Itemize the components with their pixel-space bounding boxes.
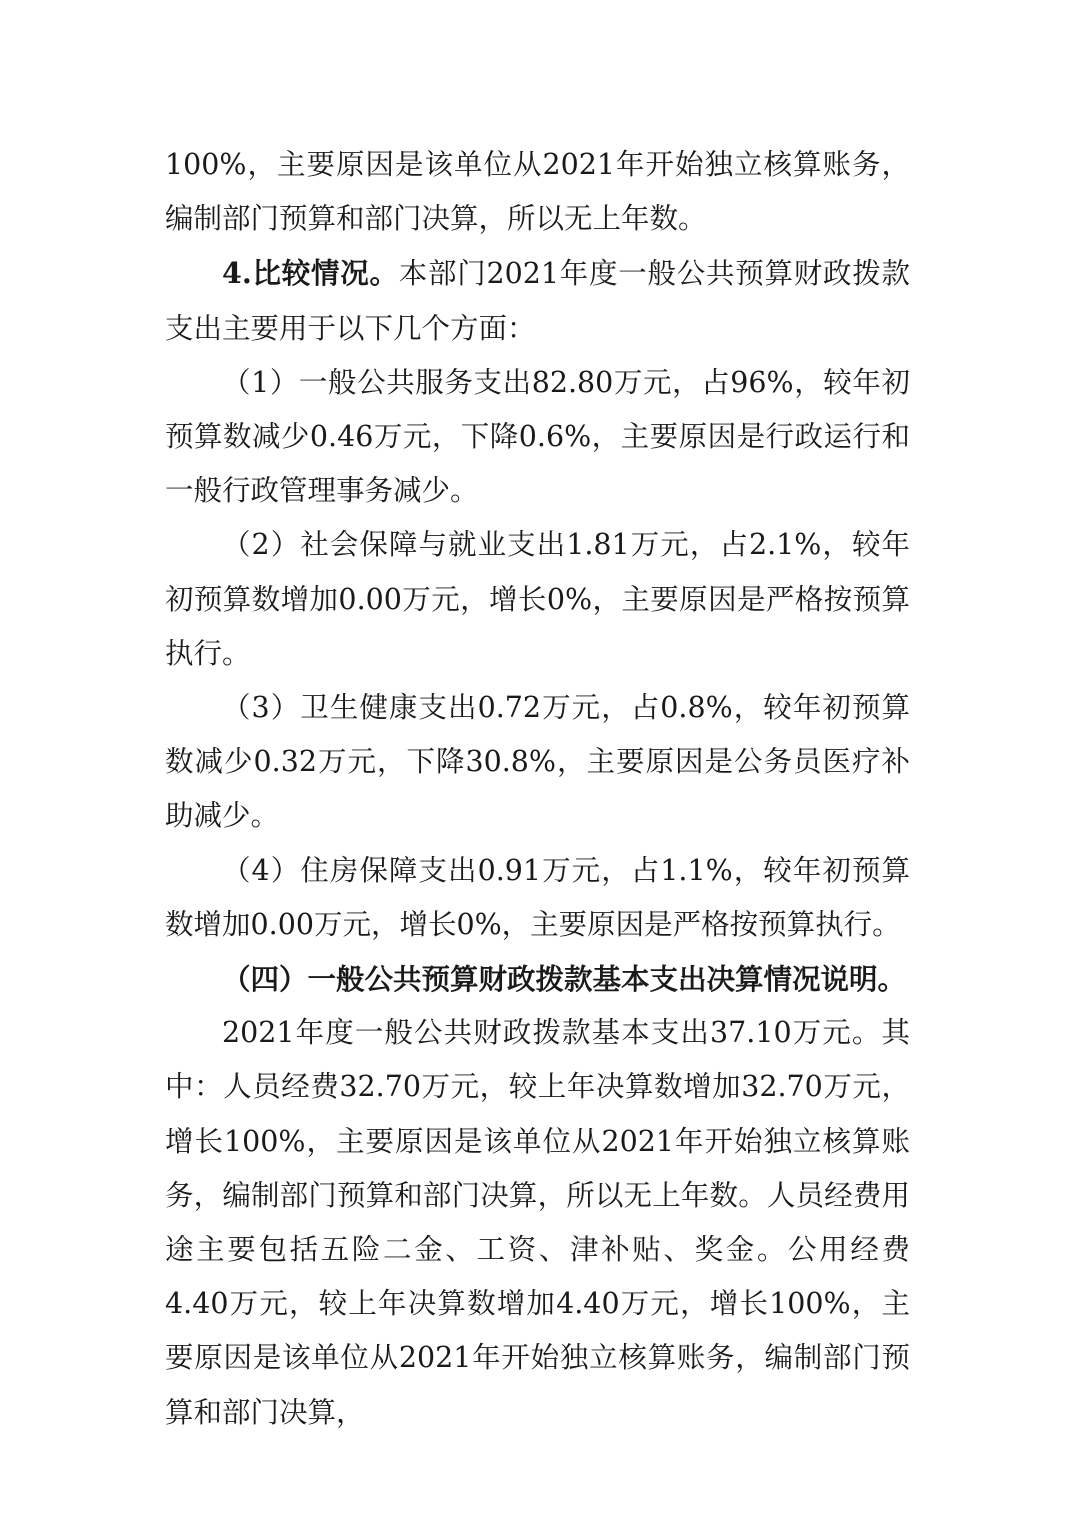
section-heading: （四）一般公共预算财政拨款基本支出决算情况说明。 (222, 962, 907, 997)
paragraph-item-2: （2）社会保障与就业支出1.81万元，占2.1%，较年初预算数增加0.00万元，增长0%，主要原因是严格按预算执行。 (165, 528, 910, 670)
body-text (165, 138, 910, 1440)
paragraph-lead-rest: 本部门2021年度一般公共预算财政拨款支出主要用于以下几个方面： (165, 257, 910, 345)
paragraph-item-1: （1）一般公共服务支出82.80万元，占96%，较年初预算数减少0.46万元，下降0.6%，主要原因是行政运行和一般行政管理事务减少。 (165, 365, 910, 508)
paragraph-comparison (165, 246, 910, 355)
paragraph-item-3: （3）卫生健康支出0.72万元，占0.8%，较年初预算数减少0.32万元，下降30.8%，主要原因是公务员医疗补助减少。 (165, 691, 910, 833)
paragraph-continuation: 100%，主要原因是该单位从2021年开始独立核算账务，编制部门预算和部门决算，所以无上年数。 (165, 148, 910, 236)
paragraph-item-4: （4）住房保障支出0.91万元，占1.1%，较年初预算数增加0.00万元，增长0%，主要原因是严格按预算执行。 (165, 853, 910, 941)
paragraph-basic-expenditure: 2021年度一般公共财政拨款基本支出37.10万元。其中：人员经费32.70万元，较上年决算数增加32.70万元，增长100%，主要原因是该单位从2021年开始独立核算账务，编制部门预算和部门决算，所以无上年数。人员经费用途主要包括五险二金、工资、津补贴、奖金。公用经费4.40万元，较上年决算数增加4.40万元，增长100%，主要原因是该单位从2021年开始独立核算账务，编制部门预算和部门决算， (165, 1016, 910, 1429)
paragraph-lead: 4.比较情况。 (222, 256, 399, 291)
